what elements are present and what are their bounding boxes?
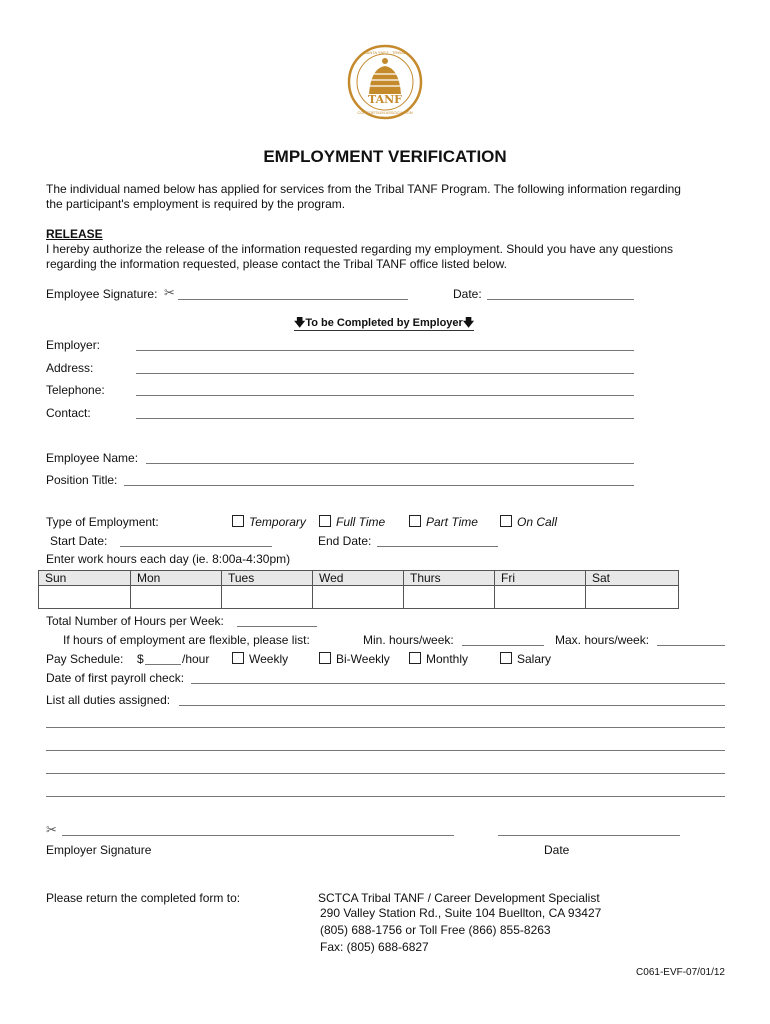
employer-label: Employer: bbox=[46, 338, 101, 352]
on-call-label: On Call bbox=[517, 515, 558, 529]
return-line-2: 290 Valley Station Rd., Suite 104 Buellton, CA 93427 bbox=[320, 906, 602, 920]
total-hours-field[interactable] bbox=[237, 626, 317, 627]
flexible-hours-label: If hours of employment are flexible, please list: bbox=[63, 633, 310, 647]
day-header-fri: Fri bbox=[495, 571, 586, 586]
full-time-checkbox[interactable] bbox=[319, 515, 331, 527]
telephone-label: Telephone: bbox=[46, 383, 105, 397]
employee-name-field[interactable] bbox=[146, 463, 634, 464]
position-title-label: Position Title: bbox=[46, 473, 118, 487]
employer-field[interactable] bbox=[136, 350, 634, 351]
total-hours-label: Total Number of Hours per Week: bbox=[46, 614, 224, 628]
temporary-label: Temporary bbox=[249, 515, 306, 529]
duties-label: List all duties assigned: bbox=[46, 693, 171, 707]
full-time-label: Full Time bbox=[336, 515, 386, 529]
end-date-field[interactable] bbox=[377, 546, 498, 547]
intro-line-1: The individual named below has applied for services from the Tribal TANF Program. The following information regarding bbox=[46, 182, 681, 196]
logo-center-text: TANF bbox=[368, 93, 402, 106]
monthly-checkbox[interactable] bbox=[409, 652, 421, 664]
start-date-field[interactable] bbox=[120, 546, 272, 547]
employer-date-field[interactable] bbox=[498, 835, 680, 836]
hours-cell-sun[interactable] bbox=[39, 586, 131, 609]
dollar-sign: $ bbox=[137, 652, 144, 666]
work-hours-table bbox=[38, 570, 679, 609]
employee-signature-field[interactable] bbox=[178, 299, 408, 300]
sign-here-icon: ✂ bbox=[164, 285, 175, 300]
day-header-wed: Wed bbox=[313, 571, 404, 586]
day-header-sun: Sun bbox=[39, 571, 131, 586]
work-hours-label: Enter work hours each day (ie. 8:00a-4:30pm) bbox=[46, 552, 291, 566]
on-call-checkbox[interactable] bbox=[500, 515, 512, 527]
weekly-label: Weekly bbox=[249, 652, 289, 666]
max-hours-label: Max. hours/week: bbox=[555, 633, 650, 647]
address-field[interactable] bbox=[136, 373, 634, 374]
employer-section-header bbox=[294, 316, 474, 331]
employer-section-label: To be Completed by Employer bbox=[305, 317, 463, 329]
duties-field-line-2[interactable] bbox=[46, 727, 725, 728]
hours-cell-fri[interactable] bbox=[495, 586, 586, 609]
employer-signature-field[interactable] bbox=[62, 835, 454, 836]
return-line-4: Fax: (805) 688-6827 bbox=[320, 940, 429, 954]
address-label: Address: bbox=[46, 361, 94, 375]
day-header-tues: Tues bbox=[222, 571, 313, 586]
bi-weekly-checkbox[interactable] bbox=[319, 652, 331, 664]
tanf-logo bbox=[347, 44, 423, 120]
hours-cell-mon[interactable] bbox=[131, 586, 222, 609]
logo-arc-bottom: CONSORTIUM ASSOCIATION bbox=[357, 110, 413, 115]
part-time-label: Part Time bbox=[426, 515, 478, 529]
duties-field-line-4[interactable] bbox=[46, 773, 725, 774]
bi-weekly-label: Bi-Weekly bbox=[336, 652, 390, 666]
min-hours-label: Min. hours/week: bbox=[363, 633, 454, 647]
release-heading: RELEASE bbox=[46, 227, 103, 241]
form-code: C061-EVF-07/01/12 bbox=[636, 967, 725, 978]
day-header-mon: Mon bbox=[131, 571, 222, 586]
weekly-checkbox[interactable] bbox=[232, 652, 244, 664]
employee-signature-label: Employee Signature: bbox=[46, 287, 158, 301]
employer-date-label: Date bbox=[544, 843, 570, 857]
per-hour-label: /hour bbox=[182, 652, 210, 666]
duties-field-line-5[interactable] bbox=[46, 796, 725, 797]
salary-checkbox[interactable] bbox=[500, 652, 512, 664]
end-date-label: End Date: bbox=[318, 534, 372, 548]
hours-cell-sat[interactable] bbox=[586, 586, 679, 609]
employee-name-label: Employee Name: bbox=[46, 451, 139, 465]
first-payroll-label: Date of first payroll check: bbox=[46, 671, 185, 685]
max-hours-field[interactable] bbox=[657, 645, 725, 646]
position-title-field[interactable] bbox=[124, 485, 634, 486]
monthly-label: Monthly bbox=[426, 652, 469, 666]
return-line-1: SCTCA Tribal TANF / Career Development Specialist bbox=[318, 891, 600, 905]
telephone-field[interactable] bbox=[136, 395, 634, 396]
first-payroll-field[interactable] bbox=[191, 683, 725, 684]
intro-line-2: the participant's employment is required by the program. bbox=[46, 197, 346, 211]
duties-field-line-1[interactable] bbox=[179, 705, 725, 706]
part-time-checkbox[interactable] bbox=[409, 515, 421, 527]
employer-signature-label: Employer Signature bbox=[46, 843, 152, 857]
salary-label: Salary bbox=[517, 652, 552, 666]
duties-field-line-3[interactable] bbox=[46, 750, 725, 751]
employee-date-label: Date: bbox=[453, 287, 482, 301]
hourly-rate-field[interactable] bbox=[145, 664, 181, 665]
return-line-3: (805) 688-1756 or Toll Free (866) 855-8263 bbox=[320, 923, 551, 937]
day-header-thurs: Thurs bbox=[404, 571, 495, 586]
logo-arc-top: SANTA YNEZ · TRIBAL bbox=[363, 50, 407, 55]
return-label: Please return the completed form to: bbox=[46, 891, 241, 905]
employment-type-label: Type of Employment: bbox=[46, 515, 159, 529]
contact-label: Contact: bbox=[46, 406, 91, 420]
hours-cell-thurs[interactable] bbox=[404, 586, 495, 609]
day-header-sat: Sat bbox=[586, 571, 679, 586]
hours-cell-tues[interactable] bbox=[222, 586, 313, 609]
sign-here-icon: ✂ bbox=[46, 822, 57, 837]
start-date-label: Start Date: bbox=[50, 534, 108, 548]
contact-field[interactable] bbox=[136, 418, 634, 419]
release-line-1: I hereby authorize the release of the information requested regarding my employment. Should you have any questions bbox=[46, 242, 674, 256]
page-title: EMPLOYMENT VERIFICATION bbox=[263, 147, 507, 166]
down-arrow-icon: 🡇 bbox=[462, 317, 475, 329]
employee-date-field[interactable] bbox=[487, 299, 634, 300]
temporary-checkbox[interactable] bbox=[232, 515, 244, 527]
pay-schedule-label: Pay Schedule: bbox=[46, 652, 124, 666]
down-arrow-icon: 🡇 bbox=[294, 317, 306, 329]
min-hours-field[interactable] bbox=[462, 645, 544, 646]
hours-cell-wed[interactable] bbox=[313, 586, 404, 609]
release-line-2: regarding the information requested, please contact the Tribal TANF office listed below. bbox=[46, 257, 507, 271]
hours-entry-row bbox=[39, 586, 679, 609]
days-header-row bbox=[39, 571, 679, 586]
